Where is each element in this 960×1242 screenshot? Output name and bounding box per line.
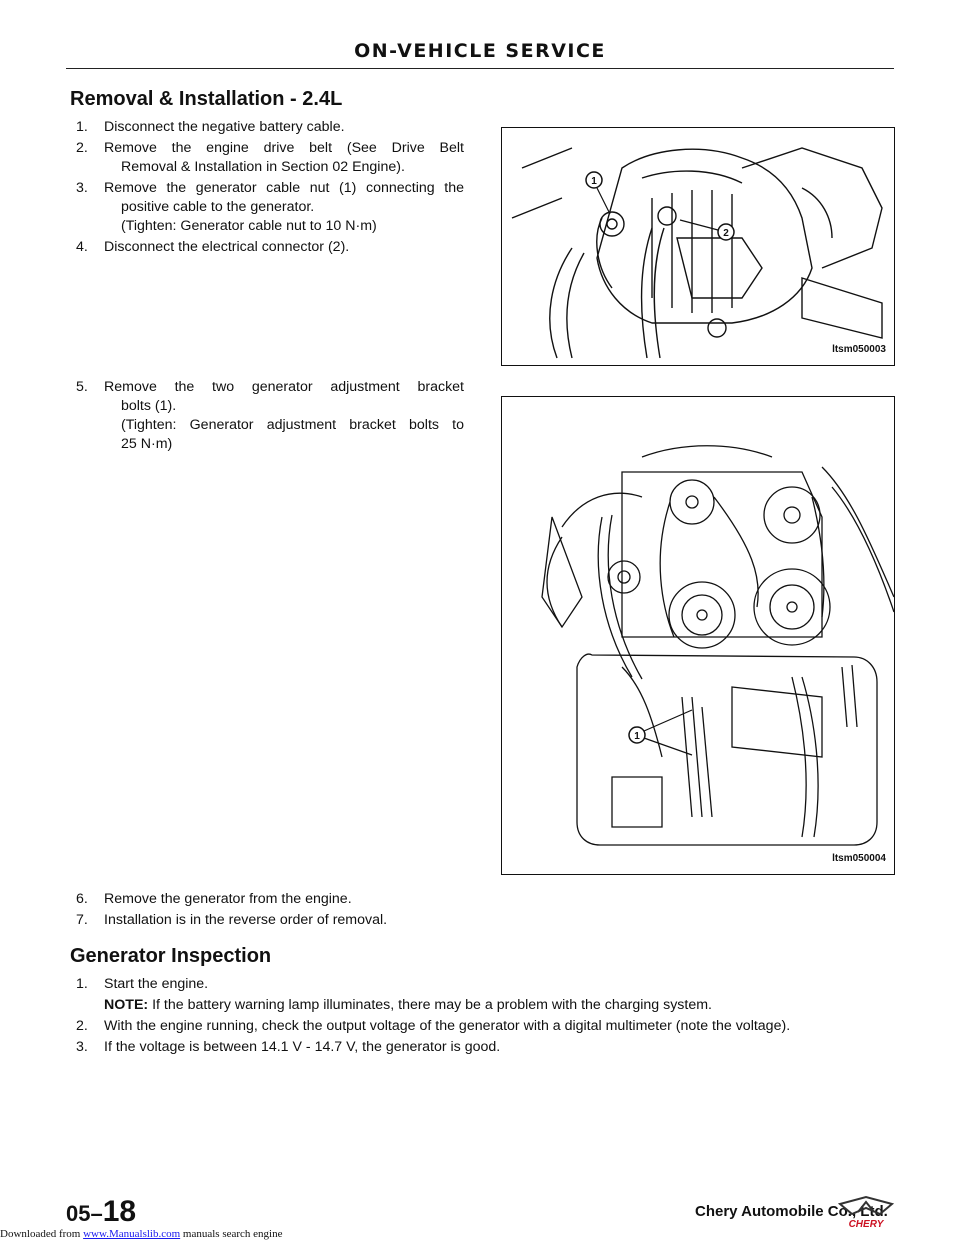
section-title-removal: Removal & Installation - 2.4L [70, 88, 343, 110]
callout-1: 1 [634, 731, 640, 742]
step-text: Remove the two generator adjustment bracket [104, 379, 464, 395]
step-number: 2. [76, 1018, 88, 1034]
step-number: 4. [76, 239, 88, 255]
bracket-bolts-illustration [502, 397, 894, 874]
step-number: 3. [76, 1039, 88, 1055]
callout-2: 2 [723, 228, 729, 239]
step-text: bolts (1). [121, 398, 177, 414]
step-text: positive cable to the generator. [121, 199, 315, 215]
step-number: 1. [76, 976, 88, 992]
step-text: 25 N·m) [121, 436, 173, 452]
figure-id: ltsm050003 [832, 344, 886, 355]
generator-cable-illustration [502, 128, 894, 365]
step-text: Disconnect the negative battery cable. [104, 119, 345, 135]
download-notice [0, 1228, 282, 1240]
chery-logo [836, 1194, 896, 1230]
step-number: 6. [76, 891, 88, 907]
step-number: 5. [76, 379, 88, 395]
step-text: Start the engine. [104, 976, 209, 992]
page-number-value: 18 [102, 1195, 137, 1228]
step-number: 7. [76, 912, 88, 928]
step-text: (Tighten: Generator adjustment bracket bolts to [121, 417, 464, 433]
header-divider [66, 68, 894, 69]
step-number: 3. [76, 180, 88, 196]
page-number [66, 1195, 136, 1229]
note-text: If the battery warning lamp illuminates, there may be a problem with the charging system. [152, 997, 712, 1013]
manualslib-link[interactable]: www.Manualslib.com [83, 1228, 181, 1240]
step-text: Remove the generator from the engine. [104, 891, 352, 907]
step-number: 2. [76, 140, 88, 156]
step-text: (Tighten: Generator cable nut to 10 N·m) [121, 218, 377, 234]
step-text: Removal & Installation in Section 02 Engine). [121, 159, 405, 175]
section-title-inspection: Generator Inspection [70, 945, 272, 967]
company-name: Chery Automobile Co., Ltd. [695, 1203, 888, 1220]
figure-generator-cable [501, 127, 895, 366]
download-suffix: manuals search engine [182, 1228, 283, 1240]
section-number: 05– [66, 1201, 103, 1226]
step-text: Disconnect the electrical connector (2). [104, 239, 350, 255]
step-text: Remove the generator cable nut (1) connecting the [104, 180, 464, 196]
page-header-title: ON-VEHICLE SERVICE [354, 40, 606, 62]
step-text: Remove the engine drive belt (See Drive Belt [104, 140, 464, 156]
callout-1: 1 [591, 176, 597, 187]
step-text: With the engine running, check the output voltage of the generator with a digital multimeter (note the voltage). [104, 1018, 791, 1034]
step-text: If the voltage is between 14.1 V - 14.7 V, the generator is good. [104, 1039, 501, 1055]
inspection-note [104, 996, 894, 1015]
step-number: 1. [76, 119, 88, 135]
note-label: NOTE: [104, 997, 149, 1013]
figure-bracket-bolts [501, 396, 895, 875]
download-prefix: Downloaded from [0, 1228, 81, 1240]
figure-id: ltsm050004 [832, 853, 886, 864]
step-text: Installation is in the reverse order of removal. [104, 912, 388, 928]
logo-text: CHERY [848, 1219, 884, 1230]
